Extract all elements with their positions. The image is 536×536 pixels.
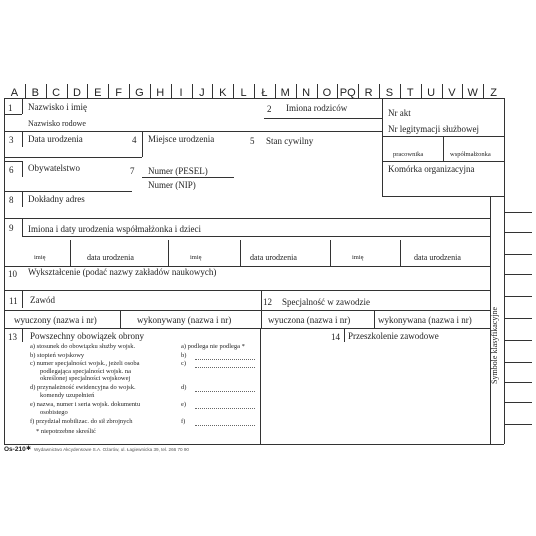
field-1-family-name-label: Nazwisko rodowe [28,119,86,128]
obligation-item: określonej specjalności wojskowej [40,375,131,382]
child-divider [330,240,331,266]
ext-line [504,402,532,403]
obligation-item: d) przynależność ewidencyjna do wojsk. [30,384,136,391]
letter-index-8: I [179,87,183,99]
field-3-birthdate-label: Data urodzenia [28,134,83,144]
obligation-dotted-line [195,359,255,360]
field-11-profession-label: Zawód [30,295,55,305]
child-1-name-label: imię [34,254,46,261]
child-1-birthdate-label: data urodzenia [87,253,134,262]
field-5-number: 5 [250,136,255,146]
obligation-value-label: c) [181,360,187,367]
pracownika-label: pracownika [393,151,424,158]
field-9-line [22,236,490,237]
field-12-number: 12 [263,297,272,307]
letter-index-11: L [240,87,247,99]
row-1-bottom [4,131,382,132]
field-7-number: 7 [130,166,135,176]
num-box-line [4,161,22,162]
obligation-item: podlegająca specjalności wojsk. na [40,368,131,375]
obligation-item: c) numer specjalności wojsk., jeżeli osoba [30,360,140,367]
child-3-name-label: imię [352,254,364,261]
field-11-split [120,310,121,328]
field-6-number: 6 [9,165,14,175]
letter-separator [275,84,276,98]
obligation-dotted-line [195,408,255,409]
nr-legitymacji-label: Nr legitymacji służbowej [388,124,479,134]
num-box-line [22,161,23,177]
nr-akt-label: Nr akt [388,108,411,118]
letter-index-4: E [94,87,102,99]
obligation-item: a) stosunek do obowiązku służby wojsk. [30,343,136,350]
letter-separator [442,84,443,98]
letter-index-12: Ł [261,87,268,99]
wspolmalzonka-label: współmałżonka [450,151,491,158]
letter-index-1: B [31,87,39,99]
field-14-qualification-label: Przeszkolenie zawodowe [348,331,439,341]
letter-separator [317,84,318,98]
letter-separator [358,84,359,98]
obligation-value-label: f) [181,418,186,425]
field-10-number: 10 [8,269,17,279]
num-box-line [22,191,23,207]
letter-separator [171,84,172,98]
num-box-line [4,114,22,115]
letter-separator [462,84,463,98]
field-5-civil-label: Stan cywilny [266,136,314,146]
num-box-line [22,131,23,147]
right-box-split [443,136,444,161]
letter-separator [421,84,422,98]
field-2-number: 2 [267,104,272,114]
ext-line [504,254,532,255]
field-13-military-label: Powszechny obowiązek obrony [30,331,144,341]
obligation-value-label: a) podlega nie podlega * [181,343,245,350]
letter-row-bottom-line [4,98,504,99]
letter-index-21: V [448,87,456,99]
ext-line [504,274,532,275]
field-9-number: 9 [9,223,14,233]
row-11-mid [4,310,490,311]
ext-line [504,212,532,213]
field-12-specialty-label: Specjalność w zawodzie [282,297,370,307]
obligation-item: osobistego [40,409,68,416]
letter-separator [150,84,151,98]
field-8-address-label: Dokładny adres [28,194,85,204]
letter-separator [87,84,88,98]
obligation-dotted-line [195,391,255,392]
obligation-item: f) przydział mobilizac. do sił zbrojnych [30,418,133,425]
field-9-names-label: Imiona i daty urodzenia współmałżonka i dzieci [28,224,201,234]
letter-separator [379,84,380,98]
letter-index-15: O [322,87,332,99]
child-divider [168,240,169,266]
letter-index-5: F [115,87,122,99]
field-7-pesel-label: Numer (PESEL) [148,166,208,176]
wykonywany-label: wykonywany (nazwa i nr) [137,315,232,325]
letter-separator [108,84,109,98]
obligation-item: komendy uzupełnień [40,392,95,399]
letter-index-18: S [385,87,394,99]
letter-index-10: K [219,87,227,99]
ext-line [504,296,532,297]
letter-index-16: PQ [339,87,356,99]
child-3-birthdate-label: data urodzenia [414,253,461,262]
row-11-bottom [4,328,490,329]
field-13-right-divider [260,328,261,444]
field-14-box [344,328,345,342]
num-box-line [22,328,23,342]
letter-separator [46,84,47,98]
child-divider [400,240,401,266]
letter-separator [212,84,213,98]
ext-line [504,340,532,341]
row-3-bottom [4,157,142,158]
frame-right [504,98,505,444]
right-box-divider [382,98,383,196]
letter-separator [67,84,68,98]
letter-index-3: D [72,87,81,99]
field-4-number: 4 [132,135,137,145]
child-divider [240,240,241,266]
letter-index-14: N [302,87,311,99]
letter-index-7: H [156,87,165,99]
obligation-item: e) nazwa, numer i seria wojsk. dokumentu [30,401,141,408]
letter-separator [400,84,401,98]
row-10-bottom [4,290,490,291]
letter-separator [129,84,130,98]
obligation-value-label: e) [181,401,187,408]
ext-line [504,382,532,383]
form-code: Os-210 [4,446,26,453]
field-7-nip-label: Numer (NIP) [148,180,196,190]
ext-line [504,362,532,363]
field-2-line [264,118,382,119]
frame-bottom [4,444,504,445]
letter-separator [25,84,26,98]
ext-line [504,424,532,425]
field-7-line [142,177,234,178]
field-4-divider [142,131,143,157]
letter-index-0: A [10,87,19,99]
obligation-item: * niepotrzebne skreślić [36,428,96,435]
child-2-name-label: imię [190,254,202,261]
field-8-number: 8 [9,195,14,205]
letter-index-19: T [406,87,414,99]
field-1-surname-label: Nazwisko i imię [28,102,87,112]
obligation-item: b) stopień wojskowy [30,352,85,359]
letter-index-13: M [280,87,290,99]
letter-index-2: C [52,87,61,99]
komorka-label: Komórka organizacyjna [388,164,475,174]
field-13-number: 13 [8,332,17,342]
publisher-info: Wydawnictwo Akcydensowe S.A. Ożarów, ul. Łagiewnicka 39, tel. 266 70 90 [34,447,189,452]
wyuczona-label: wyuczona (nazwa i nr) [268,315,351,325]
obligation-value-label: b) [181,352,187,359]
letter-index-23: Z [490,87,497,99]
field-1-number: 1 [8,103,13,113]
num-box-line [22,98,23,114]
right-box-line [382,161,504,162]
field-11-number: 11 [9,296,18,306]
wyuczony-label: wyuczony (nazwa i nr) [14,315,97,325]
letter-separator [233,84,234,98]
ext-line [504,318,532,319]
publisher-mark-icon: ✱ [26,446,32,452]
child-divider [70,240,71,266]
letter-index-22: W [467,87,478,99]
field-10-education-label: Wykształcenie (podać nazwy zakładów naukowych) [28,267,217,277]
letter-index-17: R [364,87,373,99]
letter-separator [192,84,193,98]
field-3-number: 3 [9,135,14,145]
letter-separator [483,84,484,98]
ext-line [504,232,532,233]
letter-separator [296,84,297,98]
row-6-bottom [4,191,132,192]
field-14-number: 14 [331,332,340,342]
field-6-citizenship-label: Obywatelstwo [28,163,80,173]
letter-index-20: U [427,87,436,99]
obligation-dotted-line [195,367,255,368]
obligation-dotted-line [195,425,255,426]
right-box-bottom [382,196,504,197]
field-12-divider [261,290,262,328]
row-8-bottom [4,218,490,219]
num-box-line [22,218,23,236]
symbol-column-label: Symbole klasyfikacyjne [490,306,499,384]
child-2-birthdate-label: data urodzenia [250,253,297,262]
frame-left [4,98,5,444]
letter-separator [337,84,338,98]
field-12-split [374,310,375,328]
letter-index-6: G [135,87,144,99]
field-4-birthplace-label: Miejsce urodzenia [148,134,215,144]
field-2-parents-label: Imiona rodziców [286,103,348,113]
obligation-value-label: d) [181,384,187,391]
letter-index-9: J [199,87,205,99]
wykonywana-label: wykonywana (nazwa i nr) [378,315,472,325]
num-box-line [22,290,23,308]
letter-separator [254,84,255,98]
